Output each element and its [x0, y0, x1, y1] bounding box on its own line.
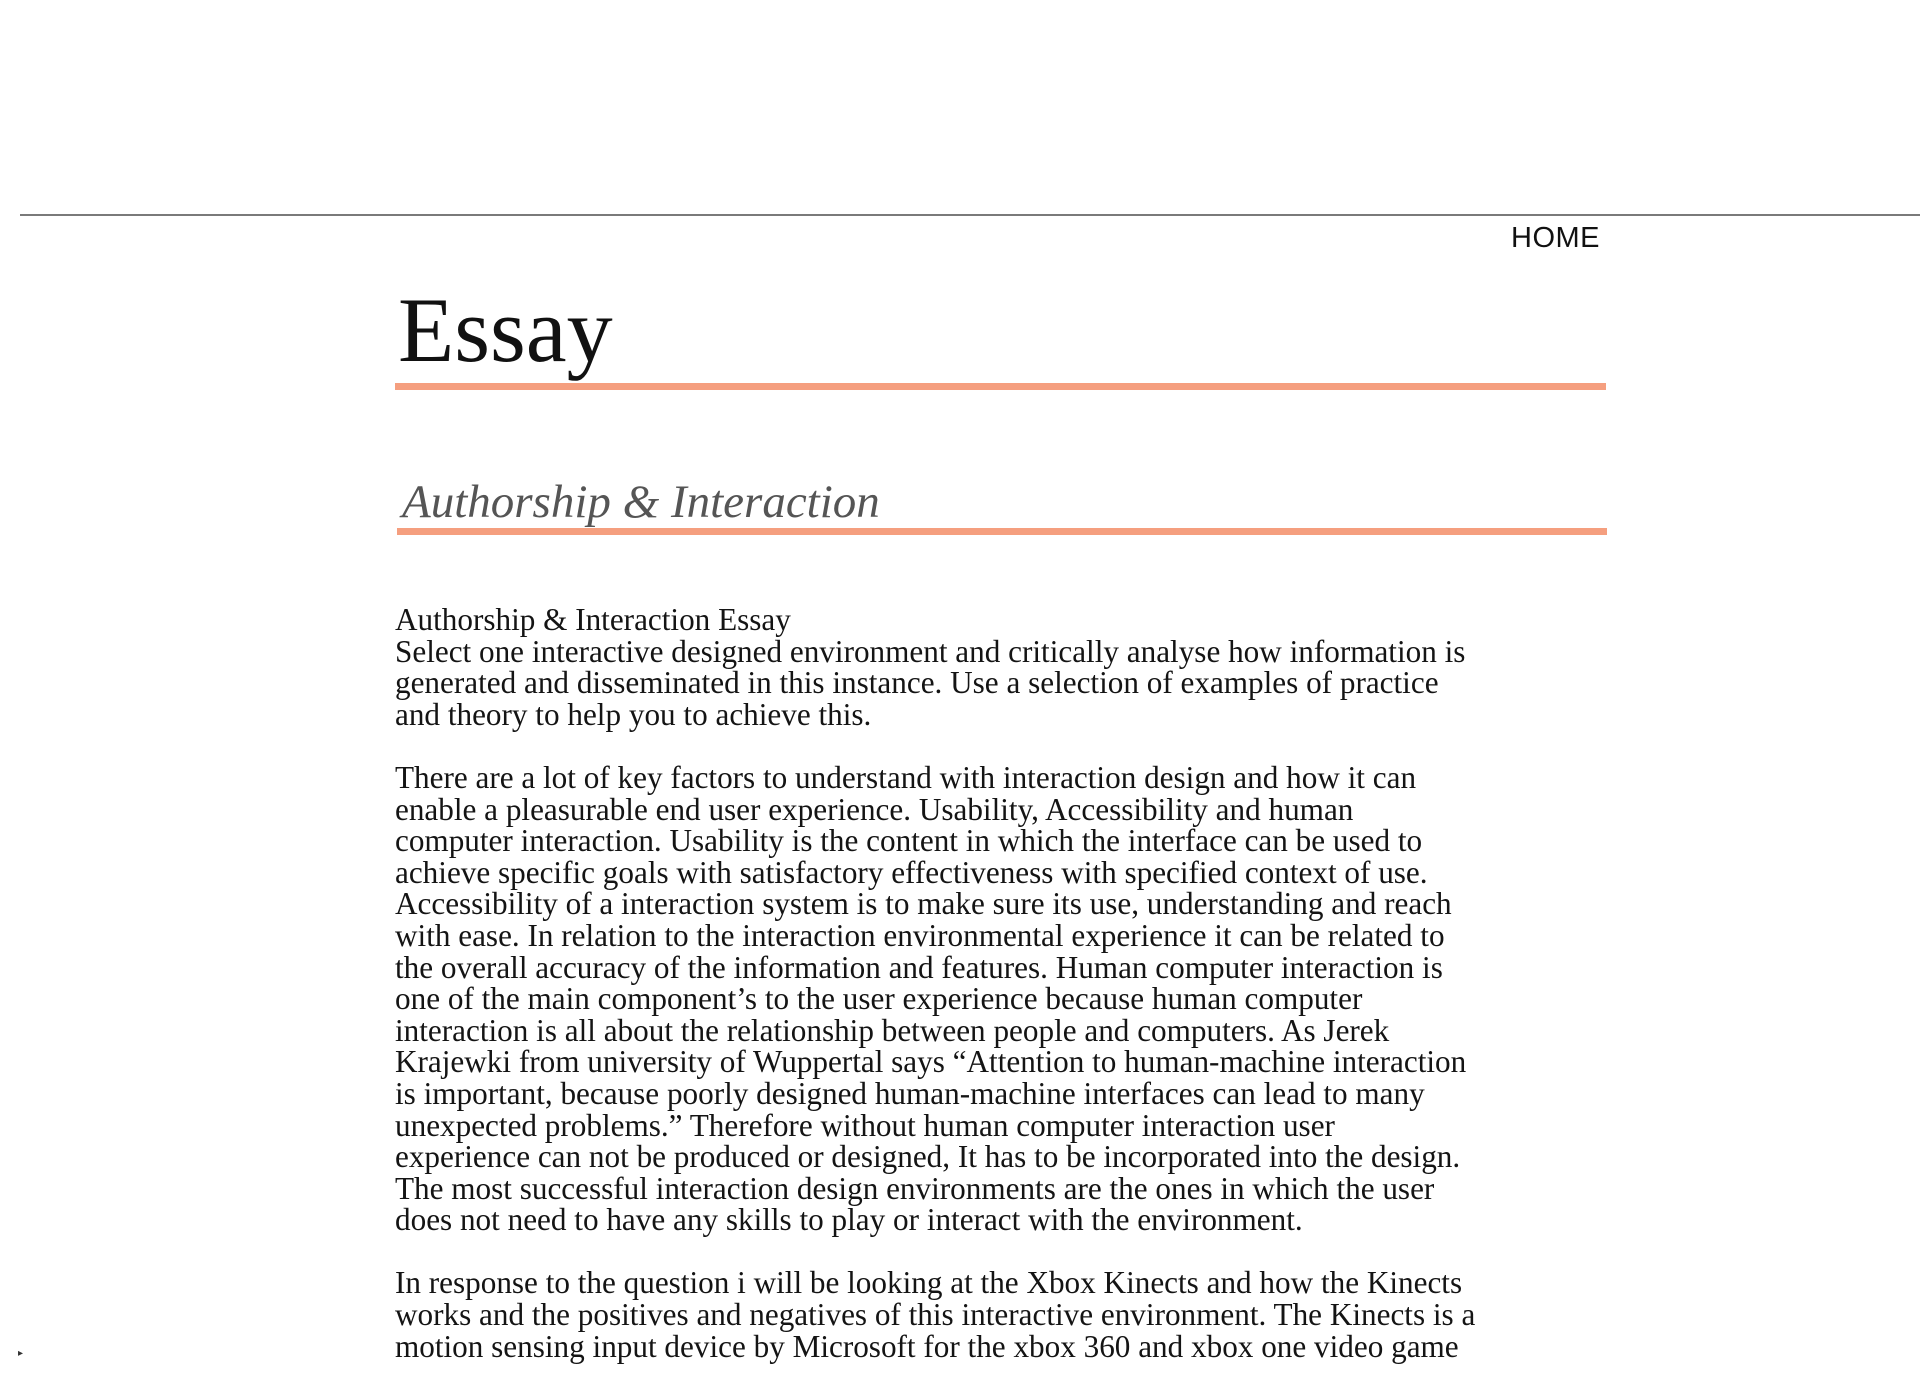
paragraph-line: motion sensing input device by Microsoft for the xbox 360 and xbox one video game [395, 1328, 1459, 1364]
essay-intro-title: Authorship & Interaction Essay [395, 602, 791, 637]
essay-paragraph-2 [395, 1267, 1625, 1362]
paragraph-line: unexpected problems.” Therefore without human computer interaction user [395, 1107, 1335, 1143]
essay-paragraph-1 [395, 759, 1625, 1238]
section-heading: Authorship & Interaction [402, 476, 880, 528]
paragraph-line: In response to the question i will be looking at the Xbox Kinects and how the Kinects [395, 1265, 1463, 1301]
essay-intro-line: generated and disseminated in this instance. Use a selection of examples of practice [395, 665, 1439, 701]
nav-home-link[interactable]: HOME [1511, 222, 1600, 254]
paragraph-line: does not need to have any skills to play or interact with the environment. [395, 1202, 1303, 1238]
paragraph-line: Krajewki from university of Wuppertal says “Attention to human-machine interaction [395, 1044, 1467, 1080]
essay-intro-line: and theory to help you to achieve this. [395, 696, 872, 732]
paragraph-line: The most successful interaction design environments are the ones in which the user [395, 1170, 1435, 1206]
paragraph-line: is important, because poorly designed human-machine interfaces can lead to many [395, 1075, 1425, 1111]
essay-intro-line: Select one interactive designed environment and critically analyse how information is [395, 633, 1466, 669]
page-title: Essay [398, 279, 613, 381]
section-underline [397, 528, 1607, 535]
title-underline [395, 383, 1606, 390]
essay-intro [395, 604, 1625, 730]
paragraph-line: Accessibility of a interaction system is to make sure its use, understanding and reach [395, 886, 1452, 922]
cursor-icon: ▸ [18, 1348, 24, 1359]
paragraph-line: experience can not be produced or designed, It has to be incorporated into the design. [395, 1139, 1461, 1175]
paragraph-line: works and the positives and negatives of this interactive environment. The Kinects is a [395, 1297, 1476, 1333]
paragraph-line: achieve specific goals with satisfactory effectiveness with specified context of use. [395, 854, 1428, 890]
paragraph-line: enable a pleasurable end user experience. Usability, Accessibility and human [395, 791, 1354, 827]
paragraph-line: interaction is all about the relationship between people and computers. As Jerek [395, 1012, 1390, 1048]
paragraph-line: one of the main component’s to the user experience because human computer [395, 981, 1363, 1017]
header-divider [20, 214, 1920, 216]
paragraph-line: with ease. In relation to the interaction environmental experience it can be related to [395, 917, 1445, 953]
essay-body [395, 604, 1625, 1394]
paragraph-line: There are a lot of key factors to understand with interaction design and how it can [395, 759, 1417, 795]
paragraph-line: the overall accuracy of the information and features. Human computer interaction is [395, 949, 1443, 985]
paragraph-line: computer interaction. Usability is the content in which the interface can be used to [395, 823, 1423, 859]
